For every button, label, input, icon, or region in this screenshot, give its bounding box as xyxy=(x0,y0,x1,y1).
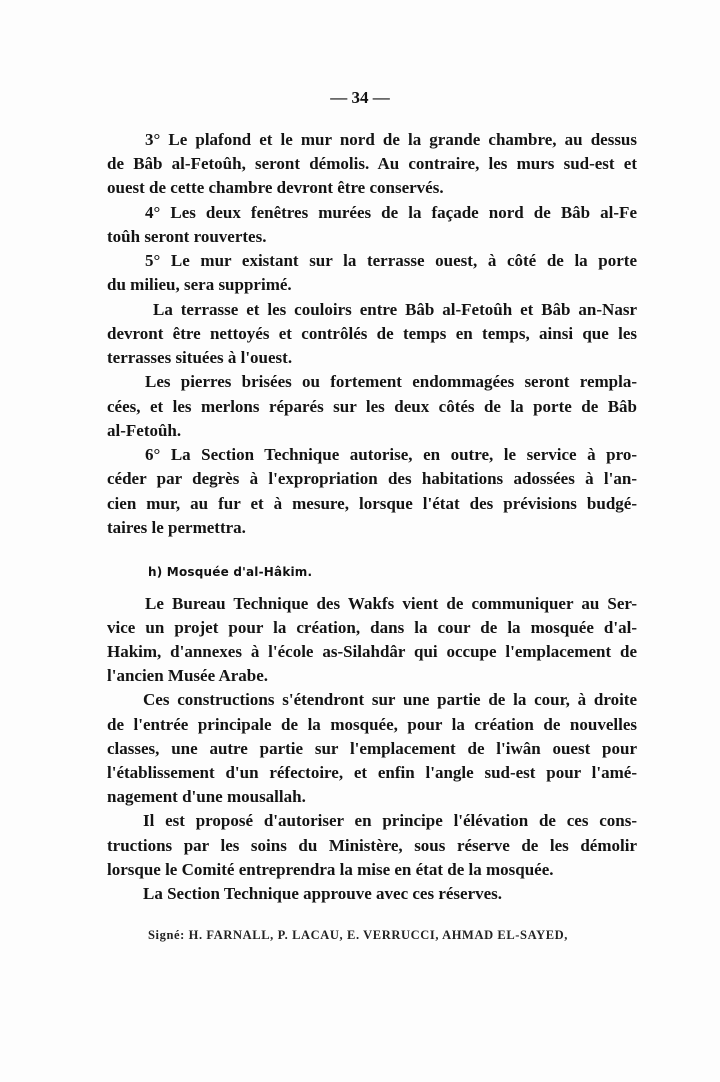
text-line: Il est proposé d'autoriser en principe l'élévation de ces cons- xyxy=(143,811,637,830)
text-line: ouest de cette chambre devront être conservés. xyxy=(107,178,444,197)
section-heading: h) Mosquée d'al-Hâkim. xyxy=(148,565,313,579)
text-line: de l'entrée principale de la mosquée, pour la création de nouvelles xyxy=(107,715,637,734)
text-line: devront être nettoyés et contrôlés de temps en temps, ainsi que les xyxy=(107,324,637,343)
text-line: lorsque le Comité entreprendra la mise en état de la mosquée. xyxy=(107,860,554,879)
text-line: vice un projet pour la création, dans la cour de la mosquée d'al- xyxy=(107,618,637,637)
text-line: Ces constructions s'étendront sur une partie de la cour, à droite xyxy=(143,690,637,709)
text-line: 5° Le mur existant sur la terrasse ouest, à côté de la porte xyxy=(145,251,637,270)
text-line: La Section Technique approuve avec ces réserves. xyxy=(143,884,503,903)
text-line: al-Fetoûh. xyxy=(107,421,182,440)
text-line: toûh seront rouvertes. xyxy=(107,227,267,246)
text-line: l'ancien Musée Arabe. xyxy=(107,666,269,685)
page-number: — 34 — xyxy=(330,88,390,107)
text-line: Hakim, d'annexes à l'école as-Silahdâr qui occupe l'emplacement de xyxy=(107,642,637,661)
text-line: l'établissement d'un réfectoire, et enfin l'angle sud-est pour l'amé- xyxy=(107,763,637,782)
text-line: nagement d'une mousallah. xyxy=(107,787,306,806)
text-line: taires le permettra. xyxy=(107,518,246,537)
text-line: tructions par les soins du Ministère, sous réserve de les démolir xyxy=(107,836,637,855)
text-line: 4° Les deux fenêtres murées de la façade nord de Bâb al-Fe xyxy=(145,203,637,222)
text-line: La terrasse et les couloirs entre Bâb al-Fetoûh et Bâb an-Nasr xyxy=(153,300,637,319)
text-line: terrasses situées à l'ouest. xyxy=(107,348,293,367)
text-line: cées, et les merlons réparés sur les deux côtés de la porte de Bâb xyxy=(107,397,637,416)
text-line: 3° Le plafond et le mur nord de la grande chambre, au dessus xyxy=(145,130,637,149)
text-line: 6° La Section Technique autorise, en outre, le service à pro- xyxy=(145,445,637,464)
text-line: de Bâb al-Fetoûh, seront démolis. Au contraire, les murs sud-est et xyxy=(107,154,637,173)
text-line: Le Bureau Technique des Wakfs vient de communiquer au Ser- xyxy=(145,594,637,613)
text-line: Les pierres brisées ou fortement endommagées seront rempla- xyxy=(145,372,637,391)
text-line: cien mur, au fur et à mesure, lorsque l'état des prévisions budgé- xyxy=(107,494,637,513)
text-line: du milieu, sera supprimé. xyxy=(107,275,292,294)
text-line: classes, une autre partie sur l'emplacement de l'iwân ouest pour xyxy=(107,739,637,758)
signature-line: Signé: H. FARNALL, P. LACAU, E. VERRUCCI, AHMAD EL-SAYED, xyxy=(148,928,569,942)
text-line: céder par degrès à l'expropriation des habitations adossées à l'an- xyxy=(107,469,637,488)
